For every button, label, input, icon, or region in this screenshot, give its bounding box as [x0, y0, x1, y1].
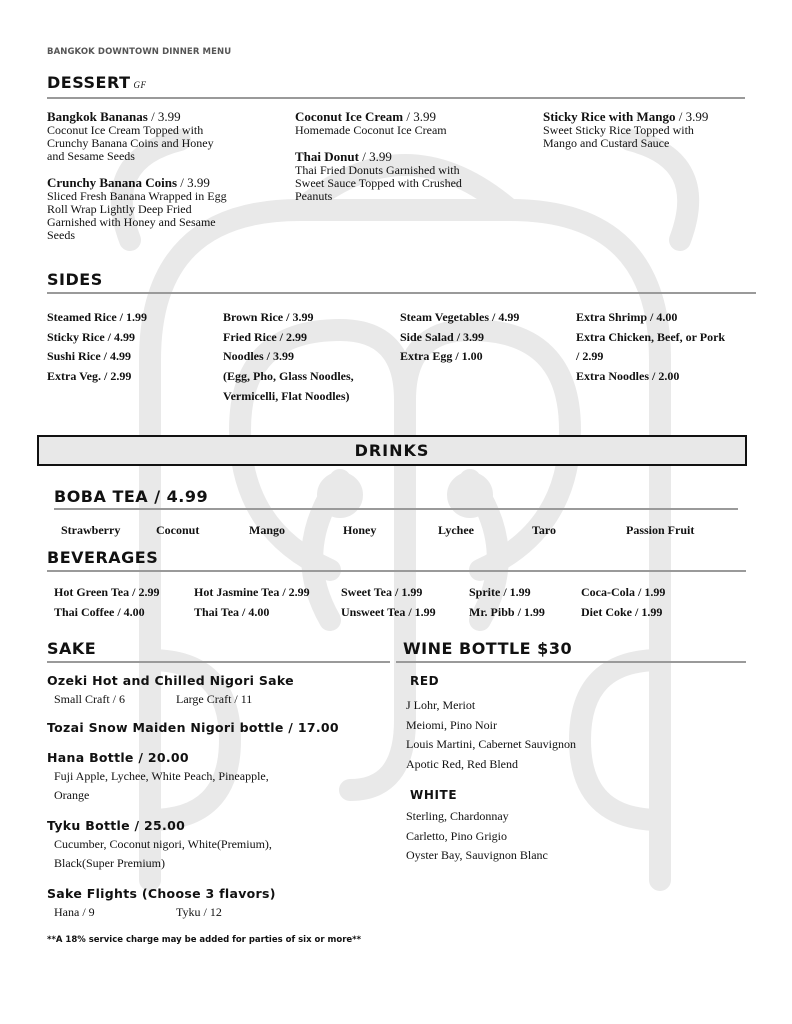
beverage-item: Hot Green Tea / 2.99 — [54, 585, 160, 599]
beverage-item: Unsweet Tea / 1.99 — [341, 605, 436, 619]
sake-flavors: Fuji Apple, Lychee, White Peach, Pineapple, — [54, 769, 269, 783]
boba-flavor: Strawberry — [61, 523, 121, 537]
beverages-col-5 — [581, 582, 665, 622]
dessert-rule — [47, 97, 745, 99]
sake-rule — [47, 661, 390, 663]
sake-title: SAKE — [47, 639, 97, 658]
item-desc: Peanuts — [295, 189, 333, 203]
item-price: / 3.99 — [147, 109, 181, 124]
service-charge-note: **A 18% service charge may be added for parties of six or more** — [47, 935, 362, 945]
wine-red-list — [406, 696, 576, 775]
noodle-options: (Egg, Pho, Glass Noodles, — [223, 369, 354, 384]
sake-flavors: Cucumber, Coconut nigori, White(Premium), — [54, 837, 272, 851]
boba-flavor: Coconut — [156, 523, 200, 537]
sake-item-name: Tozai Snow Maiden Nigori bottle / 17.00 — [47, 720, 339, 735]
item-price: / 3.99 — [358, 149, 392, 164]
sake-option: Large Craft / 11 — [176, 692, 253, 706]
beverage-item: Coca-Cola / 1.99 — [581, 585, 666, 599]
item-name: Bangkok Bananas — [47, 109, 148, 124]
item-desc: and Sesame Seeds — [47, 149, 135, 163]
sides-title: SIDES — [47, 270, 103, 289]
gluten-free-badge: GF — [133, 80, 147, 90]
item-price: / 3.99 — [177, 175, 210, 190]
sake-item-name: Tyku Bottle / 25.00 — [47, 818, 186, 833]
item-desc: Roll Wrap Lightly Deep Fried — [47, 202, 192, 216]
wine-item: Sterling, Chardonnay — [406, 809, 509, 823]
beverage-item: Thai Tea / 4.00 — [194, 605, 270, 619]
beverages-col-1 — [54, 582, 159, 622]
wine-item: Apotic Red, Red Blend — [406, 757, 518, 772]
dessert-col-2 — [295, 109, 535, 203]
item-name: Coconut Ice Cream — [295, 109, 404, 124]
sides-col-1 — [47, 308, 147, 387]
sake-flavors: Black(Super Premium) — [54, 856, 165, 870]
side-item: Fried Rice / 2.99 — [223, 329, 307, 344]
wine-white-list — [406, 807, 548, 866]
boba-rule — [54, 508, 738, 510]
side-item: Steamed Rice / 1.99 — [47, 310, 147, 324]
item-desc: Garnished with Honey and Sesame — [47, 215, 216, 229]
wine-item: Louis Martini, Cabernet Sauvignon — [406, 737, 576, 752]
item-desc: Seeds — [47, 228, 75, 242]
beverage-item: Mr. Pibb / 1.99 — [469, 605, 545, 619]
item-desc: Thai Fried Donuts Garnished with — [295, 163, 460, 177]
beverages-col-4 — [469, 582, 545, 622]
boba-flavor: Lychee — [438, 523, 474, 537]
boba-flavor: Honey — [343, 523, 377, 537]
side-item: Sticky Rice / 4.99 — [47, 329, 135, 344]
sake-item-name: Sake Flights (Choose 3 flavors) — [47, 886, 276, 901]
boba-tea-title: BOBA TEA / 4.99 — [54, 487, 209, 506]
dessert-item — [543, 109, 743, 150]
side-item: Extra Egg / 1.00 — [400, 349, 483, 364]
side-item: Extra Veg. / 2.99 — [47, 369, 132, 384]
dessert-item — [295, 109, 535, 137]
boba-flavor: Mango — [249, 523, 285, 537]
wine-item: Carletto, Pino Grigio — [406, 828, 507, 843]
side-item: Brown Rice / 3.99 — [223, 310, 314, 324]
item-name: Sticky Rice with Mango — [543, 109, 676, 124]
side-item: Extra Noodles / 2.00 — [576, 369, 680, 384]
dessert-item — [295, 149, 535, 203]
sake-option: Small Craft / 6 — [54, 692, 125, 706]
sake-option: Tyku / 12 — [176, 905, 222, 919]
beverages-col-3 — [341, 582, 436, 622]
wine-white-label: WHITE — [410, 788, 458, 802]
sake-flavors: Orange — [54, 788, 90, 802]
item-desc: Crunchy Banana Coins and Honey — [47, 136, 214, 150]
beverage-item: Hot Jasmine Tea / 2.99 — [194, 585, 310, 599]
menu-header: BANGKOK DOWNTOWN DINNER MENU — [47, 47, 232, 57]
beverages-rule — [47, 570, 746, 572]
side-item: Noodles / 3.99 — [223, 349, 295, 364]
noodle-options: Vermicelli, Flat Noodles) — [223, 388, 350, 403]
item-desc: Mango and Custard Sauce — [543, 136, 670, 150]
side-item: Steam Vegetables / 4.99 — [400, 310, 520, 324]
side-item: Side Salad / 3.99 — [400, 329, 485, 344]
wine-item: Meiomi, Pino Noir — [406, 717, 498, 732]
item-price: / 3.99 — [403, 109, 436, 124]
item-desc: Sweet Sticky Rice Topped with — [543, 123, 694, 137]
sides-col-3 — [400, 308, 519, 367]
boba-flavor: Taro — [532, 523, 557, 537]
wine-item: Oyster Bay, Sauvignon Blanc — [406, 848, 548, 863]
sides-rule — [47, 292, 756, 294]
wine-rule — [396, 661, 746, 663]
dessert-col-3 — [543, 109, 743, 150]
dessert-item — [47, 175, 287, 242]
side-item: Extra Chicken, Beef, or Pork — [576, 329, 726, 344]
side-item: Extra Shrimp / 4.00 — [576, 310, 678, 324]
dessert-item — [47, 109, 287, 163]
beverages-col-2 — [194, 582, 310, 622]
side-item: / 2.99 — [576, 349, 604, 364]
sides-col-2 — [223, 308, 354, 407]
sake-option: Hana / 9 — [54, 905, 95, 919]
boba-flavor: Passion Fruit — [626, 523, 695, 537]
item-name: Thai Donut — [295, 149, 359, 164]
item-desc: Sliced Fresh Banana Wrapped in Egg — [47, 189, 227, 203]
beverage-item: Sweet Tea / 1.99 — [341, 585, 423, 599]
dessert-title: DESSERT GF — [47, 73, 147, 92]
sake-item-name: Hana Bottle / 20.00 — [47, 750, 189, 765]
dessert-col-1 — [47, 109, 287, 242]
drinks-banner: DRINKS — [37, 435, 747, 466]
sake-item-name: Ozeki Hot and Chilled Nigori Sake — [47, 673, 294, 688]
sides-col-4 — [576, 308, 725, 387]
item-desc: Sweet Sauce Topped with Crushed — [295, 176, 462, 190]
beverage-item: Sprite / 1.99 — [469, 585, 531, 599]
item-price: / 3.99 — [675, 109, 709, 124]
item-desc: Coconut Ice Cream Topped with — [47, 123, 204, 137]
wine-item: J Lohr, Meriot — [406, 698, 476, 712]
item-desc: Homemade Coconut Ice Cream — [295, 123, 447, 137]
item-name: Crunchy Banana Coins — [47, 175, 178, 190]
wine-red-label: RED — [410, 674, 440, 688]
beverage-item: Thai Coffee / 4.00 — [54, 605, 145, 619]
beverages-title: BEVERAGES — [47, 548, 159, 567]
beverage-item: Diet Coke / 1.99 — [581, 605, 663, 619]
wine-title: WINE BOTTLE $30 — [403, 639, 573, 658]
side-item: Sushi Rice / 4.99 — [47, 349, 132, 364]
